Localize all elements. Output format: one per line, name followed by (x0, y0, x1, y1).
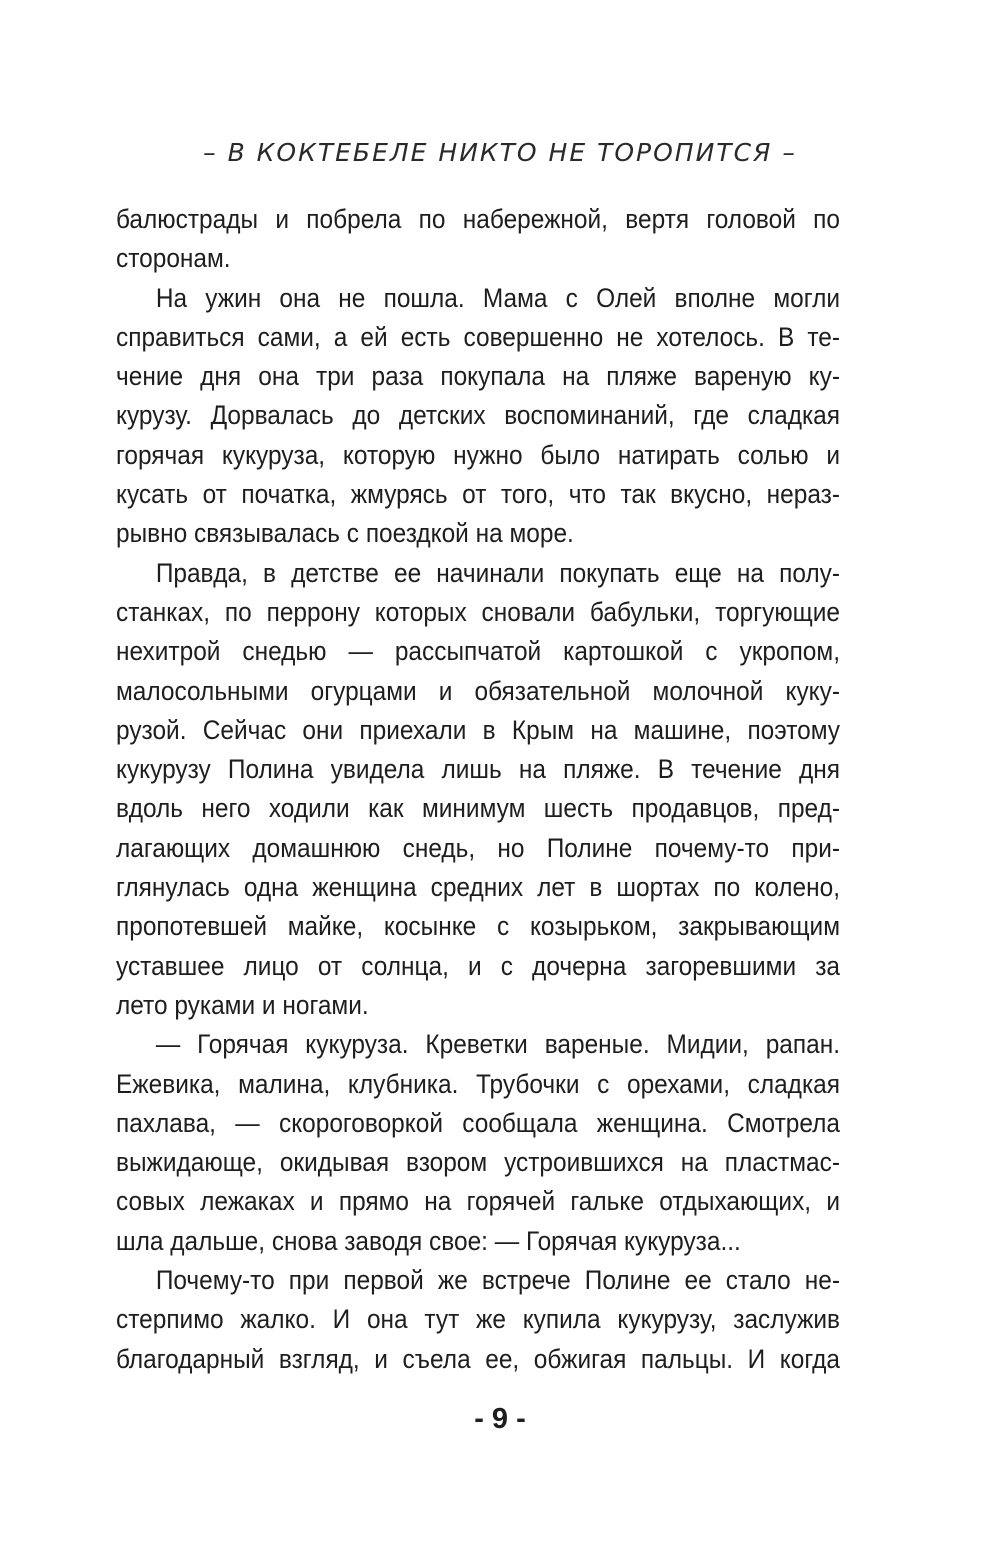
text-line: лагающих домашнюю снедь, но Полине почему-то при- (116, 832, 840, 863)
text-line: глянулась одна женщина средних лет в шортах по колено, (116, 872, 840, 903)
page-number: - 9 - (474, 1403, 526, 1435)
text-line: Почему-то при первой же встрече Полине ее стало не- (155, 1265, 840, 1296)
text-line: курузу. Дорвалась до детских воспоминаний, где сладкая (116, 400, 840, 431)
text-line: благодарный взгляд, и съела ее, обжигая пальцы. И когда (116, 1343, 840, 1374)
text-line: кукурузу Полина увидела лишь на пляже. В течение дня (116, 754, 840, 785)
text-line: чение дня она три раза покупала на пляже вареную ку- (116, 361, 840, 392)
text-line: Правда, в детстве ее начинали покупать еще на полу- (155, 557, 840, 588)
text-line: пахлава, — скороговоркой сообщала женщина. Смотрела (116, 1107, 840, 1138)
text-line: Ежевика, малина, клубника. Трубочки с орехами, сладкая (116, 1068, 840, 1099)
text-line: пропотевшей майке, косынке с козырьком, закрывающим (116, 911, 840, 942)
text-line: горячая кукуруза, которую нужно было натирать солью и (116, 439, 840, 470)
running-head: – В КОКТЕБЕЛЕ НИКТО НЕ ТОРОПИТСЯ – (203, 138, 797, 167)
text-line: станках, по перрону которых сновали бабульки, торгующие (116, 596, 840, 627)
text-line: стерпимо жалко. И она тут же купила кукурузу, заслужив (116, 1304, 840, 1335)
text-line: нехитрой снедью — рассыпчатой картошкой с укропом, (116, 636, 840, 667)
text-line: На ужин она не пошла. Мама с Олей вполне могли (155, 282, 840, 313)
text-line: балюстрады и побрела по набережной, вертя головой по (116, 204, 840, 234)
text-line: лето руками и ногами. (116, 989, 369, 1020)
text-line: выжидающе, окидывая взором устроившихся на пластмас- (116, 1147, 840, 1178)
text-line: рывно связывалась с поездкой на море. (116, 518, 574, 549)
text-line: вдоль него ходили как минимум шесть продавцов, пред- (116, 793, 840, 824)
text-line: рузой. Сейчас они приехали в Крым на машине, поэтому (116, 714, 840, 745)
body-text (116, 200, 840, 1379)
text-line: совых лежаках и прямо на горячей гальке отдыхающих, и (116, 1186, 840, 1217)
text-line: малосольными огурцами и обязательной молочной куку- (116, 675, 840, 706)
text-line: кусать от початка, жмурясь от того, что так вкусно, нераз- (116, 479, 840, 510)
text-line: уставшее лицо от солнца, и с дочерна загоревшими за (116, 950, 840, 981)
text-line: справиться сами, а ей есть совершенно не хотелось. В те- (116, 321, 840, 352)
text-line: сторонам. (116, 243, 231, 274)
text-line: шла дальше, снова заводя свое: — Горячая кукуруза... (116, 1225, 741, 1256)
text-line: — Горячая кукуруза. Креветки вареные. Мидии, рапан. (155, 1029, 840, 1060)
